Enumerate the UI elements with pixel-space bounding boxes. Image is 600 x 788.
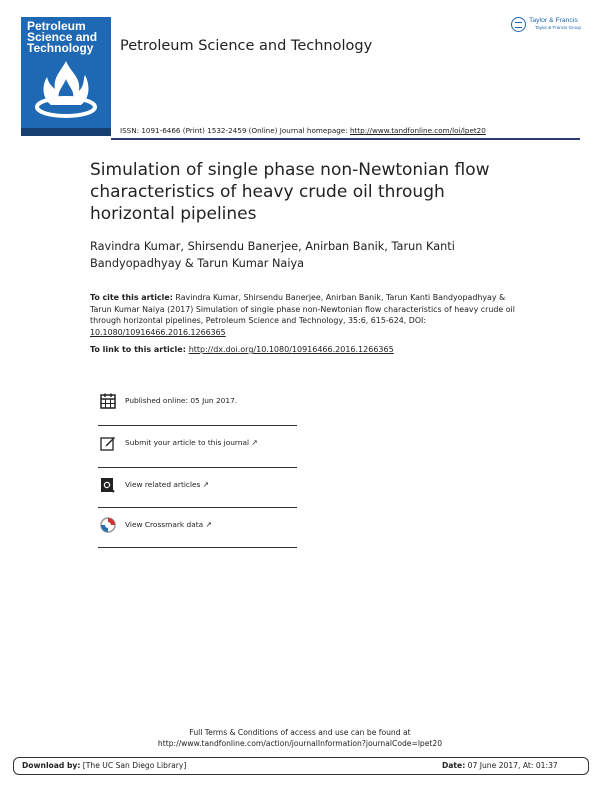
- related-articles-link[interactable]: View related articles ↗: [125, 480, 209, 489]
- divider: [98, 507, 297, 508]
- citation-block: [90, 292, 520, 338]
- external-link-icon: ↗: [205, 520, 212, 529]
- downloaded-by: Download by: [The UC San Diego Library]: [22, 761, 187, 770]
- crossmark-row[interactable]: [98, 512, 297, 552]
- header-divider: [111, 138, 580, 140]
- article-authors: Ravindra Kumar, Shirsendu Banerjee, Anirban Banik, Tarun Kanti Bandyopadhyay & Tarun Kumar Naiya: [90, 240, 455, 270]
- issn-line: [120, 126, 486, 135]
- calendar-icon: [100, 393, 116, 409]
- doi-link[interactable]: 10.1080/10916466.2016.1266365: [90, 327, 226, 337]
- terms-link[interactable]: http://www.tandfonline.com/action/journalInformation?journalCode=lpet20: [157, 739, 443, 748]
- link-label: To link to this article:: [90, 345, 189, 354]
- publisher-logo[interactable]: Taylor & Francis Taylor & Francis Group: [511, 17, 587, 33]
- journal-cover[interactable]: [21, 17, 111, 136]
- divider: [98, 467, 297, 468]
- submit-article-link[interactable]: Submit your article to this journal ↗: [125, 438, 258, 447]
- cover-strip: [21, 128, 111, 136]
- submit-row[interactable]: [98, 430, 297, 470]
- journal-name: Petroleum Science and Technology: [120, 38, 373, 54]
- download-bar: [13, 757, 589, 775]
- published-date: Published online: 05 Jun 2017.: [125, 396, 238, 405]
- divider: [98, 547, 297, 548]
- issn-text: ISSN: 1091-6466 (Print) 1532-2459 (Online) Journal homepage:: [120, 126, 350, 135]
- terms-line: Full Terms & Conditions of access and use can be found at: [189, 728, 411, 737]
- cite-text: Ravindra Kumar, Shirsendu Banerjee, Anirban Banik, Tarun Kanti Bandyopadhyay & Tarun Kumar Naiya (2017) Simulation of single phase non-Newtonian flow characteristics of heavy crude oil through horizontal pipelines, Petroleum Science and Technology, 35:6, 615-624, DOI:: [90, 293, 515, 325]
- crossmark-link[interactable]: View Crossmark data ↗: [125, 520, 212, 529]
- article-link[interactable]: http://dx.doi.org/10.1080/10916466.2016.1266365: [188, 345, 394, 354]
- journal-homepage-link[interactable]: http://www.tandfonline.com/loi/lpet20: [349, 126, 486, 135]
- edit-icon: [100, 435, 116, 451]
- related-row[interactable]: [98, 472, 297, 512]
- external-link-icon: ↗: [202, 480, 209, 489]
- link-line: [90, 345, 394, 354]
- search-document-icon: [100, 477, 116, 493]
- download-date: Date: 07 June 2017, At: 01:37: [442, 761, 558, 770]
- article-title: Simulation of single phase non-Newtonian flow characteristics of heavy crude oil through horizontal pipelines: [90, 160, 490, 224]
- cover-title: Petroleum Science and Technology: [27, 19, 98, 55]
- published-row: [98, 388, 297, 428]
- taylor-francis-icon: [511, 17, 526, 32]
- flame-icon: [33, 57, 99, 121]
- crossmark-icon: [100, 517, 116, 533]
- external-link-icon: ↗: [251, 438, 258, 447]
- cite-label: To cite this article:: [90, 293, 173, 302]
- divider: [98, 425, 297, 426]
